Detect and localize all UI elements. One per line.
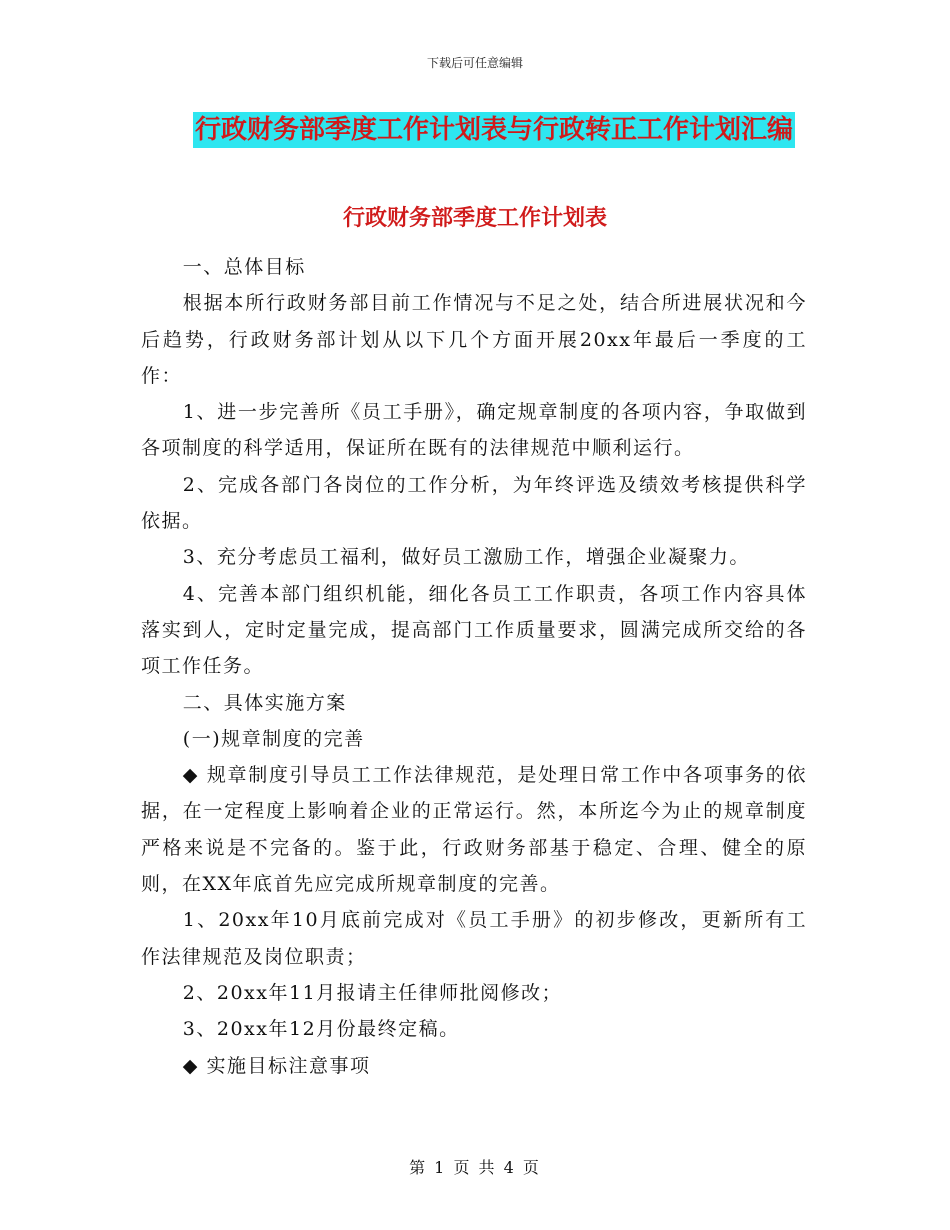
paragraph: 2、完成各部门各岗位的工作分析，为年终评选及绩效考核提供科学依据。 — [141, 473, 807, 533]
paragraph: ◆ 实施目标注意事项 — [182, 1054, 371, 1077]
header-note: 下载后可任意编辑 — [426, 56, 523, 70]
paragraph: (一)规章制度的完善 — [182, 727, 365, 750]
paragraph: 二、具体实施方案 — [182, 691, 347, 714]
section-title: 行政财务部季度工作计划表 — [342, 205, 607, 231]
paragraph: 1、进一步完善所《员工手册》，确定规章制度的各项内容，争取做到各项制度的科学适用，保证所在既有的法律规范中顺利运行。 — [141, 401, 807, 460]
paragraph: 一、总体目标 — [182, 256, 306, 278]
paragraph: 3、充分考虑员工福利，做好员工激励工作，增强企业凝聚力。 — [182, 546, 750, 569]
page-number: 第 1 页 共 4 页 — [409, 1158, 541, 1177]
document-title: 行政财务部季度工作计划表与行政转正工作计划汇编 — [193, 112, 795, 148]
paragraph: 4、完善本部门组织机能，细化各员工工作职责，各项工作内容具体落实到人，定时定量完成，提高部门工作质量要求，圆满完成所交给的各项工作任务。 — [141, 582, 807, 678]
paragraph: 1、20xx年10月底前完成对《员工手册》的初步修改，更新所有工作法律规范及岗位职责； — [141, 909, 807, 968]
body-text — [141, 249, 807, 1084]
paragraph: 3、20xx年12月份最终定稿。 — [182, 1018, 460, 1041]
paragraph: 根据本所行政财务部目前工作情况与不足之处，结合所进展状况和今后趋势，行政财务部计划从以下几个方面开展20xx年最后一季度的工作： — [141, 292, 807, 387]
paragraph: ◆ 规章制度引导员工工作法律规范，是处理日常工作中各项事务的依据，在一定程度上影响着企业的正常运行。然，本所迄今为止的规章制度严格来说是不完备的。鉴于此，行政财务部基于稳定、合理、健全的原则，在XX年底首先应完成所规章制度的完善。 — [141, 764, 807, 896]
paragraph: 2、20xx年11月报请主任律师批阅修改； — [182, 981, 563, 1004]
